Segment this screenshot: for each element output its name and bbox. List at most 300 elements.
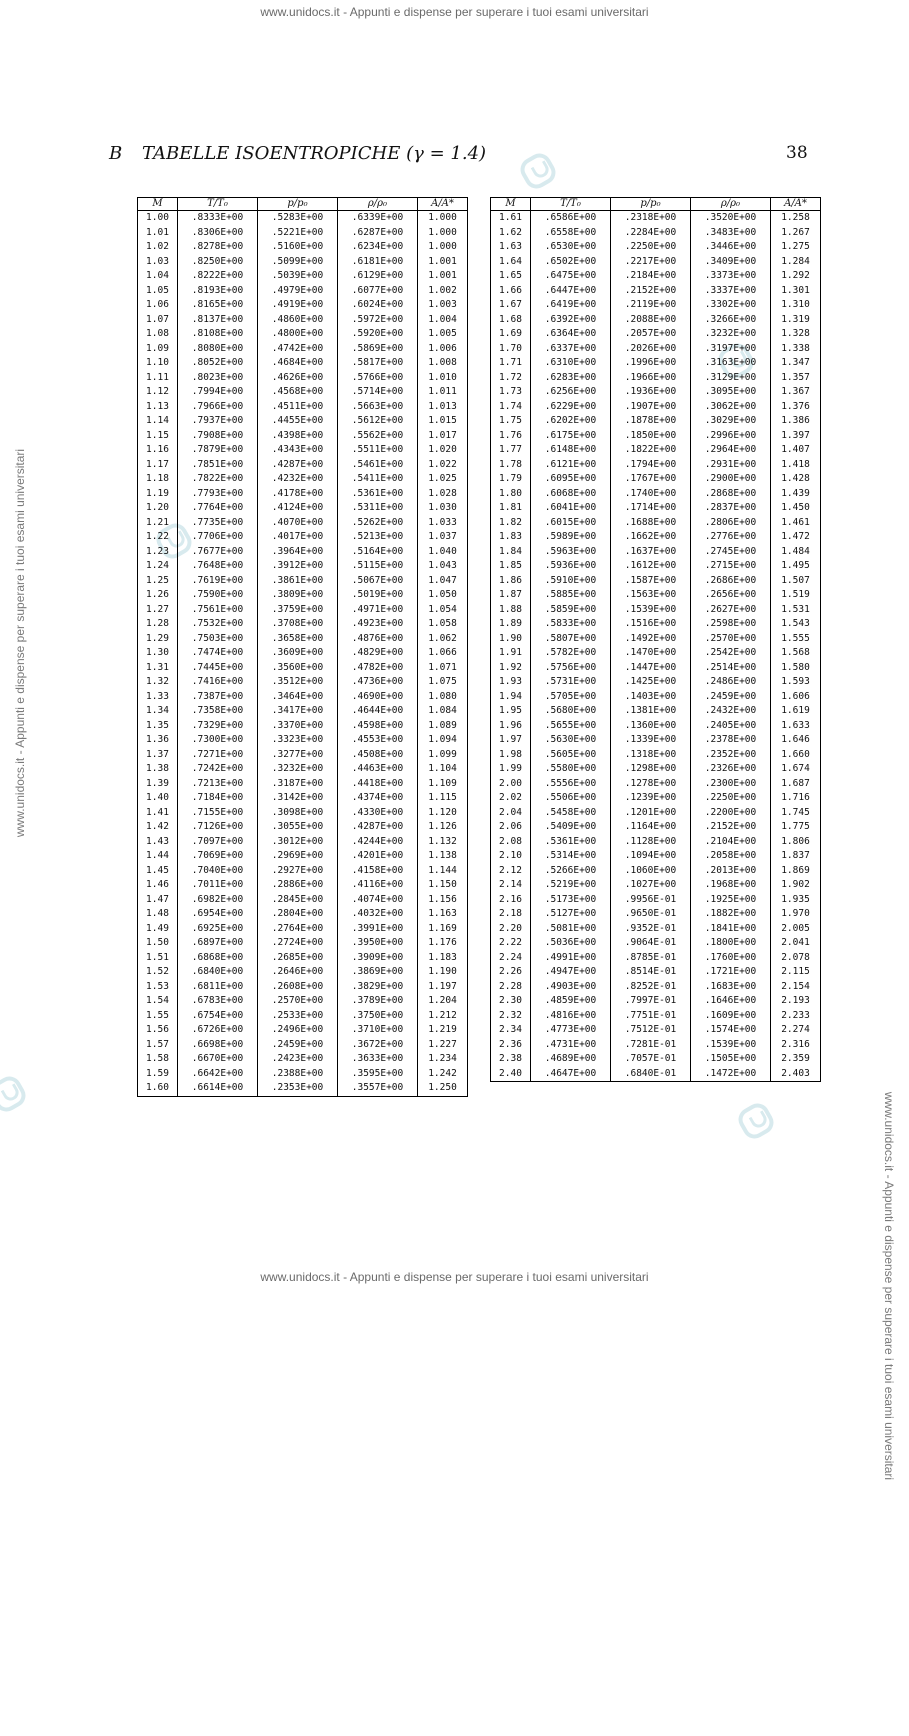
- temperature-ratio-cell: .5081E+00: [531, 922, 611, 937]
- density-ratio-cell: .3991E+00: [338, 922, 418, 937]
- density-ratio-cell: .4923E+00: [338, 617, 418, 632]
- table-row: [138, 893, 468, 908]
- table-row: [491, 1052, 821, 1067]
- temperature-ratio-cell: .5605E+00: [531, 748, 611, 763]
- density-ratio-cell: .4158E+00: [338, 864, 418, 879]
- mach-cell: 1.81: [491, 501, 531, 516]
- density-ratio-cell: .2868E+00: [691, 487, 771, 502]
- table-row: [491, 907, 821, 922]
- temperature-ratio-cell: .7851E+00: [178, 458, 258, 473]
- pressure-ratio-cell: .1767E+00: [611, 472, 691, 487]
- temperature-ratio-cell: .5807E+00: [531, 632, 611, 647]
- table-row: [491, 1023, 821, 1038]
- temperature-ratio-cell: .6419E+00: [531, 298, 611, 313]
- temperature-ratio-cell: .8080E+00: [178, 342, 258, 357]
- temperature-ratio-cell: .5036E+00: [531, 936, 611, 951]
- temperature-ratio-cell: .5506E+00: [531, 791, 611, 806]
- area-ratio-cell: 1.543: [771, 617, 821, 632]
- area-ratio-cell: 1.507: [771, 574, 821, 589]
- temperature-ratio-cell: .7329E+00: [178, 719, 258, 734]
- table-row: [138, 400, 468, 415]
- pressure-ratio-cell: .4800E+00: [258, 327, 338, 342]
- density-ratio-cell: .4829E+00: [338, 646, 418, 661]
- temperature-ratio-cell: .7242E+00: [178, 762, 258, 777]
- pressure-ratio-cell: .1612E+00: [611, 559, 691, 574]
- temperature-ratio-cell: .7532E+00: [178, 617, 258, 632]
- pressure-ratio-cell: .2570E+00: [258, 994, 338, 1009]
- table-row: [491, 791, 821, 806]
- pressure-ratio-cell: .4232E+00: [258, 472, 338, 487]
- pressure-ratio-cell: .1201E+00: [611, 806, 691, 821]
- pressure-ratio-cell: .3277E+00: [258, 748, 338, 763]
- temperature-ratio-cell: .7155E+00: [178, 806, 258, 821]
- mach-cell: 1.97: [491, 733, 531, 748]
- temperature-ratio-cell: .7735E+00: [178, 516, 258, 531]
- density-ratio-cell: .3409E+00: [691, 255, 771, 270]
- mach-cell: 1.09: [138, 342, 178, 357]
- column-header-pressure-ratio: p/p₀: [611, 198, 691, 211]
- area-ratio-cell: 1.156: [418, 893, 468, 908]
- pressure-ratio-cell: .7997E-01: [611, 994, 691, 1009]
- temperature-ratio-cell: .6475E+00: [531, 269, 611, 284]
- area-ratio-cell: 1.132: [418, 835, 468, 850]
- temperature-ratio-cell: .6121E+00: [531, 458, 611, 473]
- area-ratio-cell: 1.633: [771, 719, 821, 734]
- table-row: [138, 922, 468, 937]
- table-row: [138, 719, 468, 734]
- density-ratio-cell: .2627E+00: [691, 603, 771, 618]
- density-ratio-cell: .5663E+00: [338, 400, 418, 415]
- mach-cell: 1.60: [138, 1081, 178, 1096]
- area-ratio-cell: 1.687: [771, 777, 821, 792]
- area-ratio-cell: 1.066: [418, 646, 468, 661]
- area-ratio-cell: 1.902: [771, 878, 821, 893]
- pressure-ratio-cell: .2724E+00: [258, 936, 338, 951]
- density-ratio-cell: .6287E+00: [338, 226, 418, 241]
- density-ratio-cell: .6077E+00: [338, 284, 418, 299]
- table-row: [138, 472, 468, 487]
- density-ratio-cell: .4876E+00: [338, 632, 418, 647]
- pressure-ratio-cell: .2026E+00: [611, 342, 691, 357]
- density-ratio-cell: .3520E+00: [691, 211, 771, 226]
- area-ratio-cell: 1.580: [771, 661, 821, 676]
- table-row: [491, 298, 821, 313]
- temperature-ratio-cell: .5409E+00: [531, 820, 611, 835]
- temperature-ratio-cell: .8278E+00: [178, 240, 258, 255]
- table-row: [138, 646, 468, 661]
- area-ratio-cell: 1.084: [418, 704, 468, 719]
- table-row: [138, 835, 468, 850]
- table-row: [491, 806, 821, 821]
- area-ratio-cell: 1.745: [771, 806, 821, 821]
- table-body-right: [491, 211, 821, 1082]
- pressure-ratio-cell: .3560E+00: [258, 661, 338, 676]
- mach-cell: 1.58: [138, 1052, 178, 1067]
- temperature-ratio-cell: .7590E+00: [178, 588, 258, 603]
- table-row: [491, 400, 821, 415]
- area-ratio-cell: 1.126: [418, 820, 468, 835]
- table-row: [491, 516, 821, 531]
- pressure-ratio-cell: .2353E+00: [258, 1081, 338, 1096]
- area-ratio-cell: 1.428: [771, 472, 821, 487]
- area-ratio-cell: 1.212: [418, 1009, 468, 1024]
- pressure-ratio-cell: .3464E+00: [258, 690, 338, 705]
- column-header-area-ratio: A/A*: [771, 198, 821, 211]
- pressure-ratio-cell: .2804E+00: [258, 907, 338, 922]
- area-ratio-cell: 1.660: [771, 748, 821, 763]
- pressure-ratio-cell: .1637E+00: [611, 545, 691, 560]
- density-ratio-cell: .1760E+00: [691, 951, 771, 966]
- pressure-ratio-cell: .2533E+00: [258, 1009, 338, 1024]
- temperature-ratio-cell: .6868E+00: [178, 951, 258, 966]
- pressure-ratio-cell: .2088E+00: [611, 313, 691, 328]
- table-row: [491, 501, 821, 516]
- area-ratio-cell: 2.041: [771, 936, 821, 951]
- temperature-ratio-cell: .6229E+00: [531, 400, 611, 415]
- density-ratio-cell: .5766E+00: [338, 371, 418, 386]
- temperature-ratio-cell: .6586E+00: [531, 211, 611, 226]
- table-row: [491, 269, 821, 284]
- table-row: [138, 864, 468, 879]
- density-ratio-cell: .3337E+00: [691, 284, 771, 299]
- table-row: [138, 284, 468, 299]
- table-header-row: [491, 198, 821, 211]
- density-ratio-cell: .5920E+00: [338, 327, 418, 342]
- table-row: [138, 240, 468, 255]
- area-ratio-cell: 1.094: [418, 733, 468, 748]
- table-row: [138, 327, 468, 342]
- area-ratio-cell: 1.484: [771, 545, 821, 560]
- table-row: [138, 443, 468, 458]
- pressure-ratio-cell: .1360E+00: [611, 719, 691, 734]
- density-ratio-cell: .3672E+00: [338, 1038, 418, 1053]
- table-row: [491, 922, 821, 937]
- column-header-mach: M: [138, 198, 178, 211]
- density-ratio-cell: .4116E+00: [338, 878, 418, 893]
- density-ratio-cell: .2686E+00: [691, 574, 771, 589]
- table-row: [138, 733, 468, 748]
- area-ratio-cell: 1.495: [771, 559, 821, 574]
- pressure-ratio-cell: .5160E+00: [258, 240, 338, 255]
- density-ratio-cell: .2776E+00: [691, 530, 771, 545]
- mach-cell: 1.20: [138, 501, 178, 516]
- pressure-ratio-cell: .1539E+00: [611, 603, 691, 618]
- density-ratio-cell: .1841E+00: [691, 922, 771, 937]
- density-ratio-cell: .1882E+00: [691, 907, 771, 922]
- mach-cell: 1.59: [138, 1067, 178, 1082]
- mach-cell: 1.51: [138, 951, 178, 966]
- mach-cell: 1.67: [491, 298, 531, 313]
- mach-cell: 1.29: [138, 632, 178, 647]
- temperature-ratio-cell: .6283E+00: [531, 371, 611, 386]
- area-ratio-cell: 1.292: [771, 269, 821, 284]
- density-ratio-cell: .2352E+00: [691, 748, 771, 763]
- mach-cell: 2.24: [491, 951, 531, 966]
- column-header-temperature-ratio: T/T₀: [531, 198, 611, 211]
- pressure-ratio-cell: .1128E+00: [611, 835, 691, 850]
- area-ratio-cell: 1.004: [418, 313, 468, 328]
- density-ratio-cell: .2486E+00: [691, 675, 771, 690]
- temperature-ratio-cell: .8222E+00: [178, 269, 258, 284]
- density-ratio-cell: .5511E+00: [338, 443, 418, 458]
- temperature-ratio-cell: .6726E+00: [178, 1023, 258, 1038]
- pressure-ratio-cell: .4178E+00: [258, 487, 338, 502]
- density-ratio-cell: .4782E+00: [338, 661, 418, 676]
- pressure-ratio-cell: .1563E+00: [611, 588, 691, 603]
- pressure-ratio-cell: .1381E+00: [611, 704, 691, 719]
- pressure-ratio-cell: .1966E+00: [611, 371, 691, 386]
- area-ratio-cell: 1.028: [418, 487, 468, 502]
- mach-cell: 1.65: [491, 269, 531, 284]
- mach-cell: 1.47: [138, 893, 178, 908]
- pressure-ratio-cell: .3609E+00: [258, 646, 338, 661]
- area-ratio-cell: 1.197: [418, 980, 468, 995]
- density-ratio-cell: .3062E+00: [691, 400, 771, 415]
- area-ratio-cell: 1.970: [771, 907, 821, 922]
- area-ratio-cell: 1.020: [418, 443, 468, 458]
- density-ratio-cell: .5361E+00: [338, 487, 418, 502]
- area-ratio-cell: 1.319: [771, 313, 821, 328]
- pressure-ratio-cell: .1094E+00: [611, 849, 691, 864]
- pressure-ratio-cell: .1239E+00: [611, 791, 691, 806]
- area-ratio-cell: 1.284: [771, 255, 821, 270]
- mach-cell: 1.46: [138, 878, 178, 893]
- table-row: [138, 255, 468, 270]
- mach-cell: 1.30: [138, 646, 178, 661]
- temperature-ratio-cell: .8137E+00: [178, 313, 258, 328]
- pressure-ratio-cell: .1492E+00: [611, 632, 691, 647]
- table-row: [491, 443, 821, 458]
- area-ratio-cell: 1.043: [418, 559, 468, 574]
- pressure-ratio-cell: .1794E+00: [611, 458, 691, 473]
- temperature-ratio-cell: .7822E+00: [178, 472, 258, 487]
- temperature-ratio-cell: .6175E+00: [531, 429, 611, 444]
- temperature-ratio-cell: .6447E+00: [531, 284, 611, 299]
- table-row: [491, 733, 821, 748]
- density-ratio-cell: .5869E+00: [338, 342, 418, 357]
- mach-cell: 2.40: [491, 1067, 531, 1082]
- column-header-mach: M: [491, 198, 531, 211]
- table-row: [491, 690, 821, 705]
- density-ratio-cell: .5972E+00: [338, 313, 418, 328]
- table-row: [138, 1067, 468, 1082]
- temperature-ratio-cell: .6670E+00: [178, 1052, 258, 1067]
- page-title: TABELLE ISOENTROPICHE (γ = 1.4): [142, 143, 487, 164]
- table-row: [138, 791, 468, 806]
- mach-cell: 1.83: [491, 530, 531, 545]
- density-ratio-cell: .4418E+00: [338, 777, 418, 792]
- temperature-ratio-cell: .7300E+00: [178, 733, 258, 748]
- pressure-ratio-cell: .1714E+00: [611, 501, 691, 516]
- area-ratio-cell: 1.519: [771, 588, 821, 603]
- temperature-ratio-cell: .5314E+00: [531, 849, 611, 864]
- density-ratio-cell: .2745E+00: [691, 545, 771, 560]
- area-ratio-cell: 1.008: [418, 356, 468, 371]
- pressure-ratio-cell: .8514E-01: [611, 965, 691, 980]
- pressure-ratio-cell: .3323E+00: [258, 733, 338, 748]
- density-ratio-cell: .1646E+00: [691, 994, 771, 1009]
- density-ratio-cell: .5019E+00: [338, 588, 418, 603]
- area-ratio-cell: 1.030: [418, 501, 468, 516]
- temperature-ratio-cell: .5127E+00: [531, 907, 611, 922]
- pressure-ratio-cell: .1470E+00: [611, 646, 691, 661]
- pressure-ratio-cell: .4017E+00: [258, 530, 338, 545]
- table-row: [138, 951, 468, 966]
- pressure-ratio-cell: .1425E+00: [611, 675, 691, 690]
- table-row: [138, 965, 468, 980]
- pressure-ratio-cell: .9650E-01: [611, 907, 691, 922]
- pressure-ratio-cell: .3861E+00: [258, 574, 338, 589]
- density-ratio-cell: .2900E+00: [691, 472, 771, 487]
- temperature-ratio-cell: .6982E+00: [178, 893, 258, 908]
- density-ratio-cell: .6129E+00: [338, 269, 418, 284]
- pressure-ratio-cell: .3187E+00: [258, 777, 338, 792]
- temperature-ratio-cell: .7271E+00: [178, 748, 258, 763]
- mach-cell: 1.86: [491, 574, 531, 589]
- table-row: [138, 617, 468, 632]
- area-ratio-cell: 1.037: [418, 530, 468, 545]
- table-row: [491, 429, 821, 444]
- mach-cell: 1.17: [138, 458, 178, 473]
- table-row: [138, 994, 468, 1009]
- area-ratio-cell: 1.163: [418, 907, 468, 922]
- area-ratio-cell: 2.403: [771, 1067, 821, 1082]
- area-ratio-cell: 1.080: [418, 690, 468, 705]
- temperature-ratio-cell: .6502E+00: [531, 255, 611, 270]
- table-row: [138, 487, 468, 502]
- area-ratio-cell: 1.376: [771, 400, 821, 415]
- pressure-ratio-cell: .4919E+00: [258, 298, 338, 313]
- temperature-ratio-cell: .4689E+00: [531, 1052, 611, 1067]
- mach-cell: 2.10: [491, 849, 531, 864]
- table-row: [138, 690, 468, 705]
- mach-cell: 2.30: [491, 994, 531, 1009]
- table-row: [491, 704, 821, 719]
- table-row: [138, 226, 468, 241]
- pressure-ratio-cell: .2423E+00: [258, 1052, 338, 1067]
- table-header-row: [138, 198, 468, 211]
- pressure-ratio-cell: .2845E+00: [258, 893, 338, 908]
- density-ratio-cell: .5817E+00: [338, 356, 418, 371]
- temperature-ratio-cell: .7879E+00: [178, 443, 258, 458]
- density-ratio-cell: .2656E+00: [691, 588, 771, 603]
- density-ratio-cell: .5311E+00: [338, 501, 418, 516]
- temperature-ratio-cell: .7097E+00: [178, 835, 258, 850]
- mach-cell: 1.71: [491, 356, 531, 371]
- area-ratio-cell: 1.025: [418, 472, 468, 487]
- pressure-ratio-cell: .4979E+00: [258, 284, 338, 299]
- table-row: [491, 951, 821, 966]
- temperature-ratio-cell: .7561E+00: [178, 603, 258, 618]
- pressure-ratio-cell: .9956E-01: [611, 893, 691, 908]
- density-ratio-cell: .5115E+00: [338, 559, 418, 574]
- column-header-density-ratio: ρ/ρ₀: [338, 198, 418, 211]
- temperature-ratio-cell: .4991E+00: [531, 951, 611, 966]
- temperature-ratio-cell: .5361E+00: [531, 835, 611, 850]
- temperature-ratio-cell: .8333E+00: [178, 211, 258, 226]
- table-row: [138, 211, 468, 226]
- temperature-ratio-cell: .7184E+00: [178, 791, 258, 806]
- density-ratio-cell: .4971E+00: [338, 603, 418, 618]
- density-ratio-cell: .2964E+00: [691, 443, 771, 458]
- table-row: [491, 255, 821, 270]
- temperature-ratio-cell: .6558E+00: [531, 226, 611, 241]
- density-ratio-cell: .3909E+00: [338, 951, 418, 966]
- mach-cell: 1.25: [138, 574, 178, 589]
- temperature-ratio-cell: .7966E+00: [178, 400, 258, 415]
- density-ratio-cell: .4690E+00: [338, 690, 418, 705]
- mach-cell: 1.44: [138, 849, 178, 864]
- density-ratio-cell: .2378E+00: [691, 733, 771, 748]
- density-ratio-cell: .2806E+00: [691, 516, 771, 531]
- pressure-ratio-cell: .2057E+00: [611, 327, 691, 342]
- pressure-ratio-cell: .2608E+00: [258, 980, 338, 995]
- table-row: [138, 661, 468, 676]
- mach-cell: 2.12: [491, 864, 531, 879]
- pressure-ratio-cell: .4568E+00: [258, 385, 338, 400]
- temperature-ratio-cell: .4816E+00: [531, 1009, 611, 1024]
- temperature-ratio-cell: .4773E+00: [531, 1023, 611, 1038]
- mach-cell: 1.02: [138, 240, 178, 255]
- table-row: [138, 704, 468, 719]
- area-ratio-cell: 1.183: [418, 951, 468, 966]
- pressure-ratio-cell: .3417E+00: [258, 704, 338, 719]
- density-ratio-cell: .1609E+00: [691, 1009, 771, 1024]
- pressure-ratio-cell: .2152E+00: [611, 284, 691, 299]
- pressure-ratio-cell: .4287E+00: [258, 458, 338, 473]
- density-ratio-cell: .3129E+00: [691, 371, 771, 386]
- pressure-ratio-cell: .7512E-01: [611, 1023, 691, 1038]
- area-ratio-cell: 1.115: [418, 791, 468, 806]
- area-ratio-cell: 1.089: [418, 719, 468, 734]
- table-row: [491, 342, 821, 357]
- density-ratio-cell: .2152E+00: [691, 820, 771, 835]
- table-row: [491, 1067, 821, 1082]
- temperature-ratio-cell: .8250E+00: [178, 255, 258, 270]
- area-ratio-cell: 1.267: [771, 226, 821, 241]
- pressure-ratio-cell: .7057E-01: [611, 1052, 691, 1067]
- pressure-ratio-cell: .4398E+00: [258, 429, 338, 444]
- density-ratio-cell: .2570E+00: [691, 632, 771, 647]
- table-row: [491, 617, 821, 632]
- density-ratio-cell: .3869E+00: [338, 965, 418, 980]
- area-ratio-cell: 1.407: [771, 443, 821, 458]
- pressure-ratio-cell: .1878E+00: [611, 414, 691, 429]
- mach-cell: 1.99: [491, 762, 531, 777]
- table-row: [138, 516, 468, 531]
- table-row: [138, 545, 468, 560]
- mach-cell: 1.66: [491, 284, 531, 299]
- density-ratio-cell: .5262E+00: [338, 516, 418, 531]
- temperature-ratio-cell: .4903E+00: [531, 980, 611, 995]
- mach-cell: 1.57: [138, 1038, 178, 1053]
- mach-cell: 1.26: [138, 588, 178, 603]
- table-row: [491, 994, 821, 1009]
- watermark-left: www.unidocs.it - Appunti e dispense per superare i tuoi esami universitari: [13, 448, 27, 838]
- table-row: [491, 371, 821, 386]
- mach-cell: 1.43: [138, 835, 178, 850]
- table-row: [138, 501, 468, 516]
- pressure-ratio-cell: .2250E+00: [611, 240, 691, 255]
- temperature-ratio-cell: .6392E+00: [531, 313, 611, 328]
- density-ratio-cell: .2598E+00: [691, 617, 771, 632]
- pressure-ratio-cell: .1662E+00: [611, 530, 691, 545]
- mach-cell: 1.42: [138, 820, 178, 835]
- density-ratio-cell: .4736E+00: [338, 675, 418, 690]
- table-row: [491, 835, 821, 850]
- density-ratio-cell: .2514E+00: [691, 661, 771, 676]
- mach-cell: 1.68: [491, 313, 531, 328]
